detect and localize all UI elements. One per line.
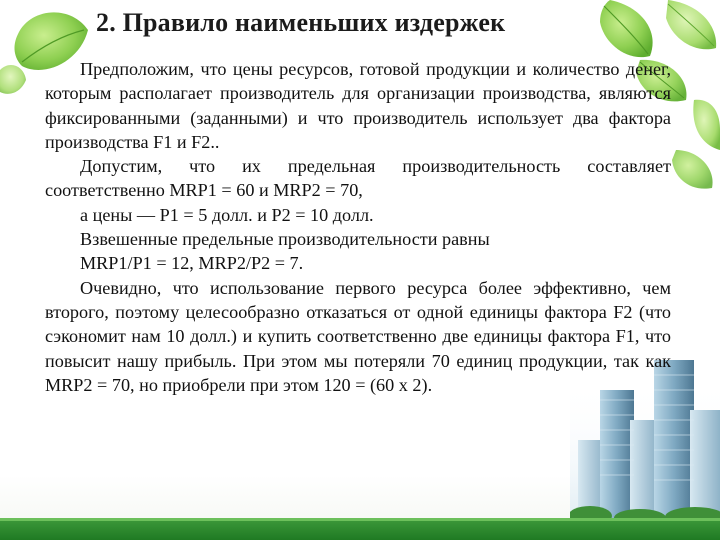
footer-bar — [0, 518, 720, 540]
paragraph: MRP1/P1 = 12, MRP2/P2 = 7. — [80, 253, 304, 274]
leaf-icon — [693, 100, 720, 150]
leaf-icon — [600, 0, 653, 57]
paragraph: а цены — P1 = 5 долл. и P2 = 10 долл. — [80, 204, 374, 225]
paragraph: Допустим, что их предельная производительность составляет соответственно MRP1 = 60 и MRP2 = 70, — [45, 156, 671, 201]
slide-body — [45, 57, 671, 397]
paragraph: Предположим, что цены ресурсов, готовой продукции и количество денег, которым располагает производитель для организации производства, являются фиксированными (заданными) и что производитель использует два фактора производства F1 и F2.. — [45, 59, 671, 152]
paragraph: Взвешенные предельные производительности равны — [80, 229, 490, 250]
slide-title: 2. Правило наименьших издержек — [96, 8, 506, 37]
paragraph: Очевидно, что использование первого ресурса более эффективно, чем второго, поэтому целесообразно отказаться от одной единицы фактора F2 (что сэкономит нам 10 долл.) и купить соответственно две единицы фактора F1, что повысит нашу прибыль. При этом мы потеряли 70 единиц продукции, так как MRP2 = 70, но приобрели при этом 120 = (60 х 2). — [45, 277, 671, 395]
leaf-icon — [666, 0, 716, 49]
leaf-icon — [0, 65, 26, 94]
leaf-icon — [672, 150, 713, 189]
